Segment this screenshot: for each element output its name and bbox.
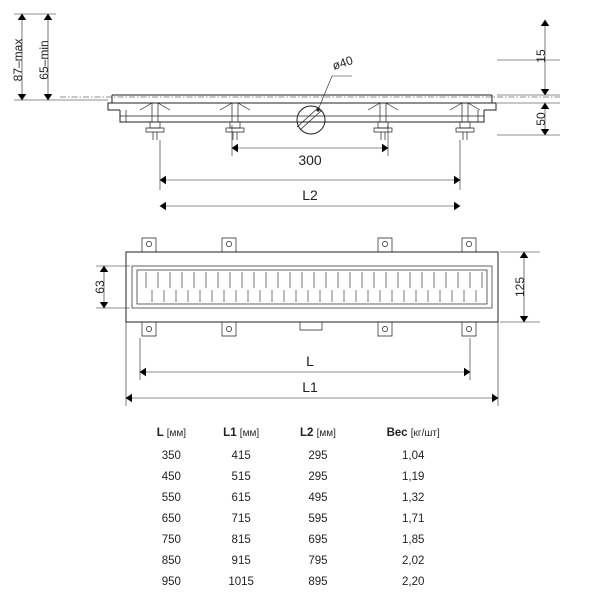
cell-l2: 895 <box>308 576 328 588</box>
dim-outlet-diameter: ø40 <box>330 53 355 73</box>
cell-l1: 915 <box>231 555 251 567</box>
cell-l1: 1015 <box>228 576 254 588</box>
spec-table <box>140 424 470 593</box>
cell-weight: 1,32 <box>402 492 425 504</box>
dim-height-max: 87–max <box>11 38 25 82</box>
column-header-l2 <box>280 424 357 446</box>
cell-l2: 295 <box>308 450 328 462</box>
side-view <box>14 14 560 210</box>
cell-l2: 795 <box>308 555 328 567</box>
cell-weight: 1,19 <box>402 471 425 483</box>
column-header-l2-unit: [мм] <box>316 428 336 439</box>
table-row <box>140 509 470 530</box>
dim-span-l2: L2 <box>302 187 318 203</box>
cell-l1: 515 <box>231 471 251 483</box>
cell-l: 750 <box>161 534 181 546</box>
cell-l2: 295 <box>308 471 328 483</box>
cell-weight: 1,04 <box>402 450 425 462</box>
table-row <box>140 446 470 467</box>
column-header-weight-name: Вес <box>386 427 408 439</box>
column-header-l1-unit: [мм] <box>239 428 260 439</box>
dimension-labels <box>11 39 548 395</box>
cell-l2: 695 <box>308 534 328 546</box>
table-row <box>140 551 470 572</box>
cell-l: 450 <box>161 471 181 483</box>
table-row <box>140 488 470 509</box>
cell-l2: 595 <box>308 513 328 525</box>
table-row <box>140 467 470 488</box>
column-header-l2-name: L2 <box>300 427 314 439</box>
cell-weight: 1,85 <box>402 534 425 546</box>
cell-l1: 815 <box>231 534 251 546</box>
dim-grate-width-63: 63 <box>93 280 107 294</box>
cell-l1: 715 <box>231 513 251 525</box>
dim-length-l: L <box>306 353 314 369</box>
plan-view <box>96 238 540 406</box>
cell-l2: 495 <box>308 492 328 504</box>
dim-length-l1: L1 <box>302 379 318 395</box>
cell-l1: 615 <box>231 492 251 504</box>
column-header-l1 <box>203 424 280 446</box>
table-row <box>140 530 470 551</box>
column-header-weight <box>356 424 470 446</box>
cell-l: 850 <box>161 555 181 567</box>
column-header-weight-unit: [кг/шт] <box>410 428 440 439</box>
dim-inner-span-300: 300 <box>298 152 322 168</box>
dim-body-width-125: 125 <box>513 276 527 298</box>
cell-l: 350 <box>161 450 181 462</box>
dim-height-min: 65–min <box>37 40 51 80</box>
cell-l1: 415 <box>231 450 251 462</box>
table-row <box>140 572 470 593</box>
cell-l: 950 <box>161 576 181 588</box>
dim-right-50: 50 <box>534 112 548 126</box>
column-header-l-unit: [мм] <box>166 428 187 439</box>
column-header-l <box>140 424 203 446</box>
table-header-row <box>140 424 470 446</box>
cell-l: 550 <box>161 492 181 504</box>
dim-right-15: 15 <box>534 49 548 63</box>
cell-weight: 1,71 <box>402 513 425 525</box>
cell-weight: 2,20 <box>402 576 425 588</box>
cell-l: 650 <box>161 513 181 525</box>
column-header-l1-name: L1 <box>223 427 237 439</box>
cell-weight: 2,02 <box>402 555 425 567</box>
column-header-l-name: L <box>156 427 164 439</box>
